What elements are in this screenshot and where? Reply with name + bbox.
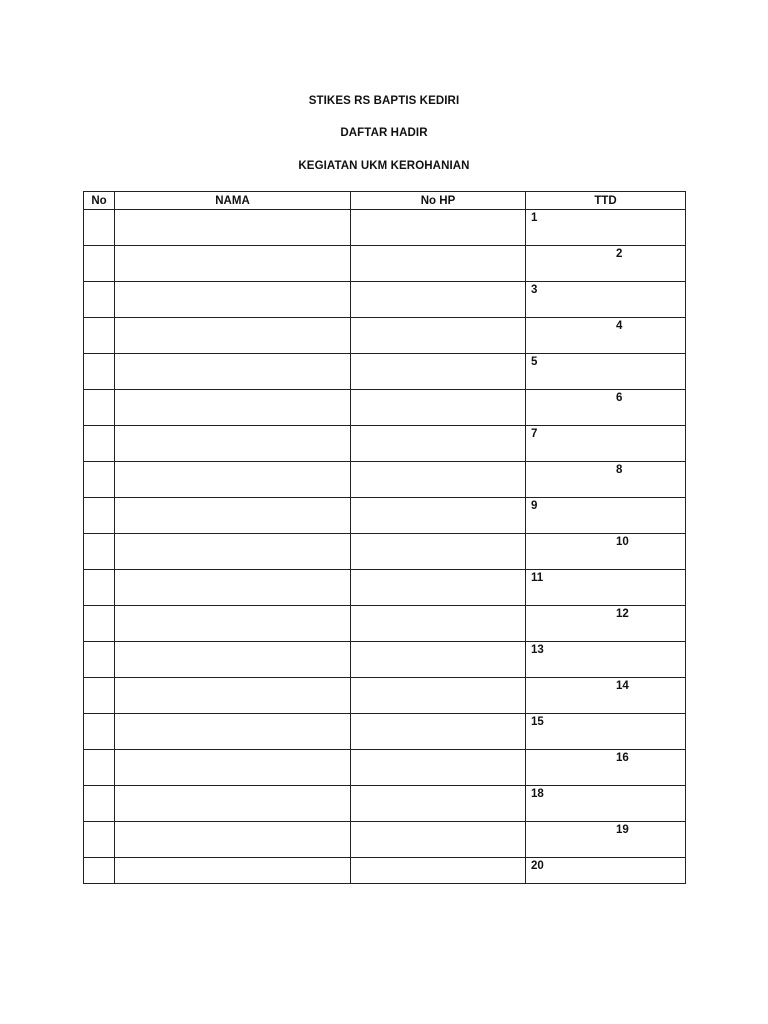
cell-no[interactable] (84, 750, 115, 786)
ttd-number: 13 (531, 644, 544, 656)
ttd-number: 3 (531, 284, 538, 296)
cell-nama[interactable] (115, 390, 351, 426)
cell-nama[interactable] (115, 246, 351, 282)
cell-ttd[interactable] (526, 354, 686, 390)
cell-no[interactable] (84, 642, 115, 678)
cell-no[interactable] (84, 390, 115, 426)
attendance-table (83, 191, 686, 884)
table-row (84, 426, 686, 462)
cell-no[interactable] (84, 534, 115, 570)
cell-no-hp[interactable] (351, 570, 526, 606)
cell-ttd[interactable] (526, 246, 686, 282)
cell-nama[interactable] (115, 822, 351, 858)
header-ttd: TTD (526, 192, 686, 210)
cell-no-hp[interactable] (351, 858, 526, 884)
table-row (84, 462, 686, 498)
cell-nama[interactable] (115, 570, 351, 606)
cell-no[interactable] (84, 426, 115, 462)
ttd-number: 1 (531, 212, 538, 224)
cell-no[interactable] (84, 570, 115, 606)
ttd-number: 10 (616, 536, 629, 548)
cell-ttd[interactable] (526, 606, 686, 642)
cell-nama[interactable] (115, 210, 351, 246)
ttd-number: 11 (531, 572, 544, 584)
cell-nama[interactable] (115, 750, 351, 786)
cell-no-hp[interactable] (351, 678, 526, 714)
table-row (84, 822, 686, 858)
table-row (84, 570, 686, 606)
table-row (84, 246, 686, 282)
ttd-number: 15 (531, 716, 544, 728)
cell-no-hp[interactable] (351, 426, 526, 462)
table-row (84, 642, 686, 678)
cell-nama[interactable] (115, 642, 351, 678)
cell-no-hp[interactable] (351, 786, 526, 822)
ttd-number: 20 (531, 860, 544, 872)
cell-ttd[interactable] (526, 678, 686, 714)
cell-nama[interactable] (115, 858, 351, 884)
cell-no[interactable] (84, 714, 115, 750)
cell-no-hp[interactable] (351, 714, 526, 750)
ttd-number: 4 (616, 320, 623, 332)
table-row (84, 606, 686, 642)
cell-no[interactable] (84, 210, 115, 246)
cell-nama[interactable] (115, 318, 351, 354)
cell-no-hp[interactable] (351, 354, 526, 390)
cell-ttd[interactable] (526, 462, 686, 498)
table-row (84, 714, 686, 750)
cell-ttd[interactable] (526, 714, 686, 750)
cell-nama[interactable] (115, 606, 351, 642)
table-row (84, 390, 686, 426)
cell-ttd[interactable] (526, 570, 686, 606)
ttd-number: 5 (531, 356, 538, 368)
cell-ttd[interactable] (526, 390, 686, 426)
institution-title: STIKES RS BAPTIS KEDIRI (308, 95, 460, 107)
cell-ttd[interactable] (526, 786, 686, 822)
ttd-number: 9 (531, 500, 538, 512)
ttd-number: 14 (616, 680, 629, 692)
table-row (84, 678, 686, 714)
table-row (84, 354, 686, 390)
cell-no[interactable] (84, 678, 115, 714)
cell-ttd[interactable] (526, 498, 686, 534)
cell-ttd[interactable] (526, 642, 686, 678)
header-nama: NAMA (115, 192, 351, 210)
cell-nama[interactable] (115, 282, 351, 318)
header-row (84, 192, 686, 210)
cell-ttd[interactable] (526, 426, 686, 462)
cell-no[interactable] (84, 786, 115, 822)
cell-no-hp[interactable] (351, 210, 526, 246)
cell-no-hp[interactable] (351, 318, 526, 354)
cell-no-hp[interactable] (351, 282, 526, 318)
cell-no-hp[interactable] (351, 390, 526, 426)
cell-ttd[interactable] (526, 534, 686, 570)
header-no-hp: No HP (351, 192, 526, 210)
ttd-number: 6 (616, 392, 623, 404)
cell-no[interactable] (84, 498, 115, 534)
cell-nama[interactable] (115, 498, 351, 534)
cell-ttd[interactable] (526, 282, 686, 318)
cell-no[interactable] (84, 282, 115, 318)
table-row (84, 210, 686, 246)
cell-nama[interactable] (115, 714, 351, 750)
cell-ttd[interactable] (526, 822, 686, 858)
ttd-number: 19 (616, 824, 629, 836)
table-row (84, 534, 686, 570)
table-row (84, 282, 686, 318)
cell-nama[interactable] (115, 678, 351, 714)
table-body (84, 210, 686, 884)
header-no: No (84, 192, 115, 210)
table-row (84, 498, 686, 534)
cell-nama[interactable] (115, 462, 351, 498)
cell-ttd[interactable] (526, 858, 686, 884)
cell-no[interactable] (84, 822, 115, 858)
cell-no[interactable] (84, 354, 115, 390)
cell-no-hp[interactable] (351, 642, 526, 678)
cell-ttd[interactable] (526, 750, 686, 786)
cell-no-hp[interactable] (351, 498, 526, 534)
ttd-number: 2 (616, 248, 623, 260)
cell-no-hp[interactable] (351, 462, 526, 498)
activity-title: KEGIATAN UKM KEROHANIAN (298, 160, 470, 172)
cell-no-hp[interactable] (351, 606, 526, 642)
cell-ttd[interactable] (526, 318, 686, 354)
cell-nama[interactable] (115, 534, 351, 570)
cell-no[interactable] (84, 246, 115, 282)
table-row (84, 858, 686, 884)
cell-nama[interactable] (115, 426, 351, 462)
cell-no-hp[interactable] (351, 246, 526, 282)
cell-no[interactable] (84, 462, 115, 498)
ttd-number: 12 (616, 608, 629, 620)
table-row (84, 786, 686, 822)
cell-no-hp[interactable] (351, 822, 526, 858)
cell-no[interactable] (84, 318, 115, 354)
ttd-number: 7 (531, 428, 538, 440)
cell-no[interactable] (84, 858, 115, 884)
cell-nama[interactable] (115, 786, 351, 822)
cell-no-hp[interactable] (351, 534, 526, 570)
table-row (84, 750, 686, 786)
cell-ttd[interactable] (526, 210, 686, 246)
cell-nama[interactable] (115, 354, 351, 390)
table-row (84, 318, 686, 354)
cell-no[interactable] (84, 606, 115, 642)
ttd-number: 16 (616, 752, 629, 764)
ttd-number: 8 (616, 464, 623, 476)
cell-no-hp[interactable] (351, 750, 526, 786)
document-title: DAFTAR HADIR (340, 127, 428, 139)
ttd-number: 18 (531, 788, 544, 800)
